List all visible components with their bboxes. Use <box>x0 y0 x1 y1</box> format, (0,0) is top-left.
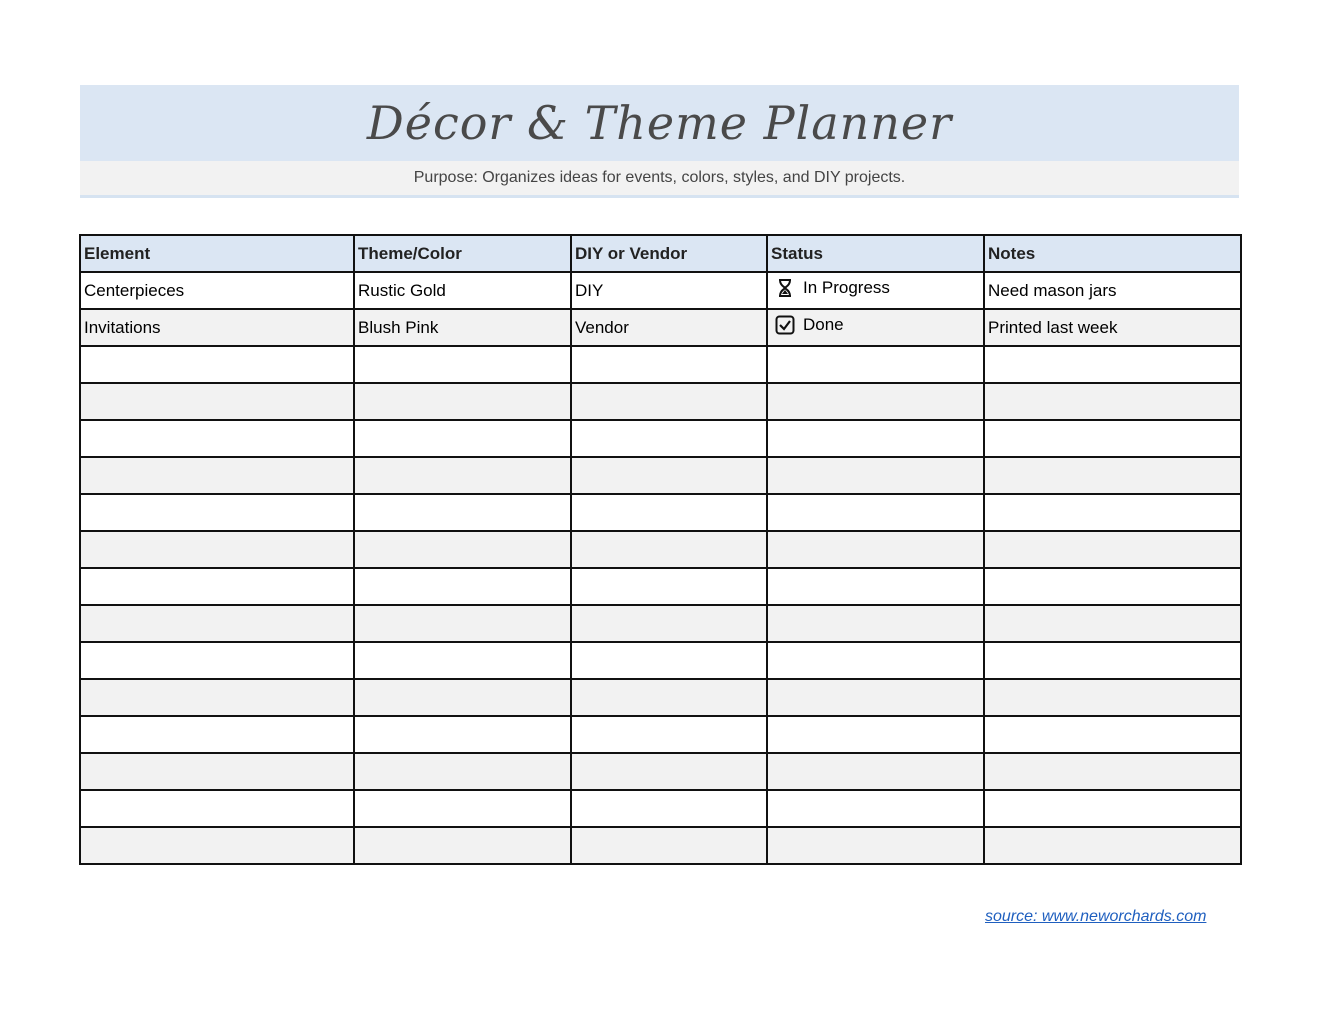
empty-table-row <box>80 531 1241 568</box>
cell-diy-or-vendor[interactable] <box>571 494 767 531</box>
cell-status[interactable] <box>767 753 984 790</box>
cell-diy-or-vendor[interactable] <box>571 457 767 494</box>
column-header-diy-or-vendor: DIY or Vendor <box>571 235 767 272</box>
cell-status[interactable] <box>767 790 984 827</box>
cell-status[interactable] <box>767 716 984 753</box>
cell-notes[interactable] <box>984 753 1241 790</box>
table-row <box>80 309 1241 346</box>
cell-element[interactable] <box>80 568 354 605</box>
cell-notes[interactable] <box>984 679 1241 716</box>
cell-theme-color[interactable]: Blush Pink <box>354 309 571 346</box>
cell-theme-color[interactable] <box>354 420 571 457</box>
cell-notes[interactable] <box>984 531 1241 568</box>
empty-table-row <box>80 568 1241 605</box>
cell-notes[interactable] <box>984 494 1241 531</box>
cell-diy-or-vendor[interactable] <box>571 827 767 864</box>
status-label: In Progress <box>803 278 890 297</box>
cell-diy-or-vendor[interactable] <box>571 716 767 753</box>
cell-element[interactable] <box>80 457 354 494</box>
cell-notes[interactable] <box>984 568 1241 605</box>
cell-diy-or-vendor[interactable] <box>571 420 767 457</box>
cell-status[interactable] <box>767 679 984 716</box>
empty-table-row <box>80 420 1241 457</box>
cell-diy-or-vendor[interactable] <box>571 753 767 790</box>
empty-table-row <box>80 457 1241 494</box>
source-link[interactable]: source: www.neworchards.com <box>985 908 1207 925</box>
column-header-notes: Notes <box>984 235 1241 272</box>
cell-notes[interactable] <box>984 457 1241 494</box>
cell-element[interactable] <box>80 383 354 420</box>
cell-element[interactable] <box>80 753 354 790</box>
column-header-element: Element <box>80 235 354 272</box>
cell-status[interactable] <box>767 383 984 420</box>
empty-table-row <box>80 827 1241 864</box>
cell-status[interactable] <box>767 827 984 864</box>
cell-notes[interactable] <box>984 383 1241 420</box>
cell-theme-color[interactable] <box>354 494 571 531</box>
empty-table-row <box>80 642 1241 679</box>
cell-status[interactable] <box>767 272 984 309</box>
cell-diy-or-vendor[interactable] <box>571 790 767 827</box>
cell-status[interactable] <box>767 309 984 346</box>
empty-table-row <box>80 346 1241 383</box>
page-title: Décor & Theme Planner <box>366 96 953 150</box>
cell-diy-or-vendor[interactable] <box>571 531 767 568</box>
cell-element[interactable] <box>80 420 354 457</box>
cell-notes[interactable] <box>984 716 1241 753</box>
cell-element[interactable] <box>80 605 354 642</box>
cell-theme-color[interactable] <box>354 790 571 827</box>
cell-diy-or-vendor[interactable] <box>571 383 767 420</box>
cell-theme-color[interactable] <box>354 383 571 420</box>
empty-table-row <box>80 753 1241 790</box>
cell-theme-color[interactable] <box>354 716 571 753</box>
status-label: Done <box>803 315 844 334</box>
cell-theme-color[interactable] <box>354 346 571 383</box>
cell-notes[interactable] <box>984 420 1241 457</box>
purpose-band <box>80 161 1239 198</box>
cell-theme-color[interactable] <box>354 568 571 605</box>
empty-table-row <box>80 716 1241 753</box>
purpose-text: Purpose: Organizes ideas for events, colors, styles, and DIY projects. <box>413 169 906 186</box>
cell-element[interactable]: Invitations <box>80 309 354 346</box>
hourglass-icon <box>775 278 795 298</box>
empty-table-row <box>80 679 1241 716</box>
cell-element[interactable] <box>80 642 354 679</box>
cell-notes[interactable] <box>984 605 1241 642</box>
cell-theme-color[interactable] <box>354 531 571 568</box>
cell-theme-color[interactable]: Rustic Gold <box>354 272 571 309</box>
cell-theme-color[interactable] <box>354 642 571 679</box>
cell-status[interactable] <box>767 642 984 679</box>
cell-status[interactable] <box>767 568 984 605</box>
header-row <box>80 235 1241 272</box>
table-row <box>80 272 1241 309</box>
cell-theme-color[interactable] <box>354 827 571 864</box>
empty-table-row <box>80 790 1241 827</box>
cell-notes[interactable] <box>984 642 1241 679</box>
cell-element[interactable] <box>80 679 354 716</box>
cell-theme-color[interactable] <box>354 605 571 642</box>
empty-table-row <box>80 605 1241 642</box>
status-value <box>771 278 890 298</box>
cell-diy-or-vendor[interactable] <box>571 346 767 383</box>
cell-element[interactable] <box>80 790 354 827</box>
column-header-theme-color: Theme/Color <box>354 235 571 272</box>
cell-status[interactable] <box>767 346 984 383</box>
cell-notes[interactable] <box>984 790 1241 827</box>
cell-element[interactable] <box>80 716 354 753</box>
cell-theme-color[interactable] <box>354 679 571 716</box>
cell-element[interactable] <box>80 531 354 568</box>
cell-diy-or-vendor[interactable]: DIY <box>571 272 767 309</box>
empty-table-row <box>80 383 1241 420</box>
column-header-status: Status <box>767 235 984 272</box>
cell-theme-color[interactable] <box>354 457 571 494</box>
cell-status[interactable] <box>767 494 984 531</box>
cell-element[interactable] <box>80 346 354 383</box>
cell-diy-or-vendor[interactable] <box>571 642 767 679</box>
cell-status[interactable] <box>767 420 984 457</box>
cell-notes[interactable] <box>984 346 1241 383</box>
cell-theme-color[interactable] <box>354 753 571 790</box>
planner-table <box>79 234 1242 865</box>
cell-diy-or-vendor[interactable] <box>571 605 767 642</box>
cell-notes[interactable] <box>984 827 1241 864</box>
cell-element[interactable]: Centerpieces <box>80 272 354 309</box>
cell-diy-or-vendor[interactable] <box>571 679 767 716</box>
cell-notes[interactable]: Printed last week <box>984 309 1241 346</box>
cell-diy-or-vendor[interactable] <box>571 568 767 605</box>
checkbox-checked-icon <box>775 315 795 335</box>
cell-diy-or-vendor[interactable]: Vendor <box>571 309 767 346</box>
cell-element[interactable] <box>80 494 354 531</box>
cell-status[interactable] <box>767 457 984 494</box>
cell-status[interactable] <box>767 531 984 568</box>
title-band <box>80 85 1239 161</box>
cell-status[interactable] <box>767 605 984 642</box>
cell-notes[interactable]: Need mason jars <box>984 272 1241 309</box>
empty-table-row <box>80 494 1241 531</box>
cell-element[interactable] <box>80 827 354 864</box>
status-value <box>771 315 844 335</box>
